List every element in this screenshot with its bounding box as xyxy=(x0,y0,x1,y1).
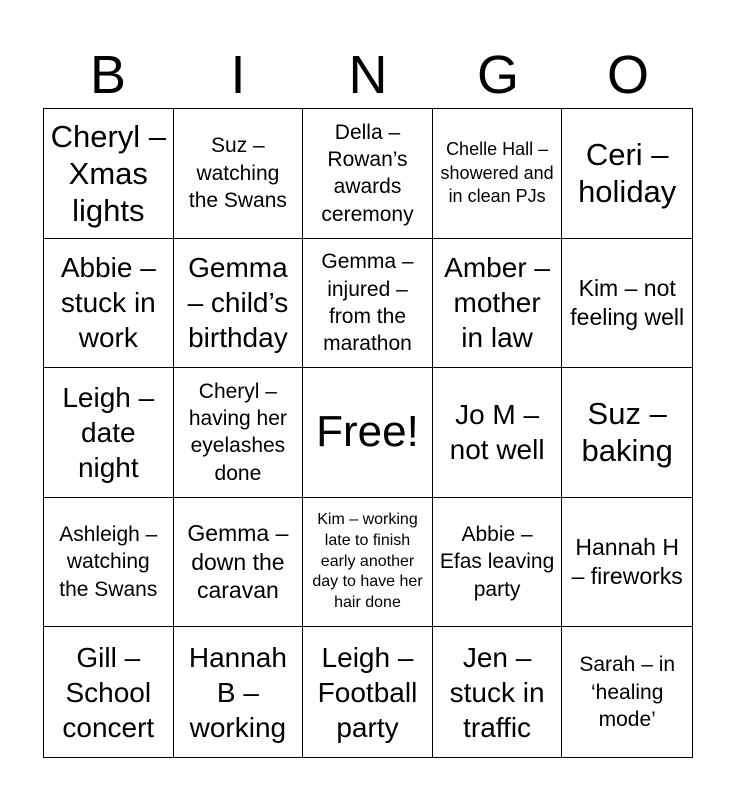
bingo-cell[interactable] xyxy=(562,239,692,369)
bingo-cell[interactable] xyxy=(44,627,174,757)
bingo-cell-text: Cheryl – Xmas lights xyxy=(50,118,167,228)
free-space-text: Free! xyxy=(316,407,419,457)
bingo-cell-text: Leigh – date night xyxy=(62,381,155,483)
bingo-cell[interactable] xyxy=(174,239,304,369)
bingo-cell[interactable] xyxy=(303,109,433,239)
bingo-cell-text: Gemma – down the caravan xyxy=(187,519,289,604)
bingo-cell[interactable] xyxy=(303,498,433,628)
bingo-header xyxy=(43,42,693,108)
bingo-cell[interactable] xyxy=(562,368,692,498)
bingo-cell-text: Kim – not feeling well xyxy=(570,275,685,330)
bingo-cell-text: Leigh – Football party xyxy=(317,641,418,743)
bingo-cell[interactable] xyxy=(433,368,563,498)
header-letter-g: G xyxy=(476,45,519,105)
bingo-cell-text: Cheryl – having her eyelashes done xyxy=(188,379,287,485)
bingo-cell-text: Della – Rowan’s awards ceremony xyxy=(321,120,414,226)
bingo-cell-text: Ceri – holiday xyxy=(578,137,677,210)
bingo-cell-text: Sarah – in ‘healing mode’ xyxy=(579,653,676,731)
bingo-cell-text: Jen – stuck in traffic xyxy=(449,641,545,743)
header-letter-b: B xyxy=(89,45,127,105)
header-letter-o: O xyxy=(606,45,649,105)
bingo-cell-text: Gill – School concert xyxy=(62,641,155,743)
bingo-cell[interactable] xyxy=(174,109,304,239)
bingo-cell-text: Gemma – injured – from the marathon xyxy=(321,250,414,356)
bingo-cell-text: Suz – baking xyxy=(581,396,673,469)
bingo-cell-text: Abbie – stuck in work xyxy=(60,252,156,354)
header-letter-n: N xyxy=(348,45,388,105)
bingo-cell-text: Chelle Hall – showered and in clean PJs xyxy=(440,139,554,206)
bingo-cell-text: Hannah B – working xyxy=(188,641,287,743)
bingo-cell[interactable] xyxy=(562,109,692,239)
bingo-cell[interactable] xyxy=(174,627,304,757)
bingo-cell[interactable] xyxy=(174,498,304,628)
bingo-cell[interactable] xyxy=(174,368,304,498)
bingo-cell-text: Kim – working late to finish early another day to have her hair done xyxy=(312,511,423,612)
bingo-cell[interactable] xyxy=(433,239,563,369)
bingo-cell[interactable] xyxy=(562,498,692,628)
bingo-cell[interactable] xyxy=(433,498,563,628)
bingo-cell-text: Gemma – child’s birthday xyxy=(187,252,289,354)
bingo-cell[interactable] xyxy=(44,239,174,369)
bingo-cell-text: Amber – mother in law xyxy=(444,252,550,354)
bingo-cell-text: Ashleigh – watching the Swans xyxy=(59,523,158,601)
bingo-cell-text: Jo M – not well xyxy=(449,399,545,466)
bingo-cell[interactable] xyxy=(44,498,174,628)
bingo-cell[interactable] xyxy=(562,627,692,757)
bingo-cell-text: Abbie – Efas leaving party xyxy=(439,523,555,601)
bingo-board xyxy=(43,108,693,758)
bingo-cell[interactable] xyxy=(44,109,174,239)
header-letter-i: I xyxy=(230,45,246,105)
bingo-cell[interactable] xyxy=(303,627,433,757)
bingo-cell[interactable] xyxy=(433,627,563,757)
bingo-cell[interactable] xyxy=(44,368,174,498)
bingo-cell-free[interactable] xyxy=(303,368,433,498)
bingo-cell[interactable] xyxy=(303,239,433,369)
bingo-cell-text: Hannah H – fireworks xyxy=(571,534,683,590)
bingo-cell[interactable] xyxy=(433,109,563,239)
bingo-cell-text: Suz – watching the Swans xyxy=(188,134,287,212)
